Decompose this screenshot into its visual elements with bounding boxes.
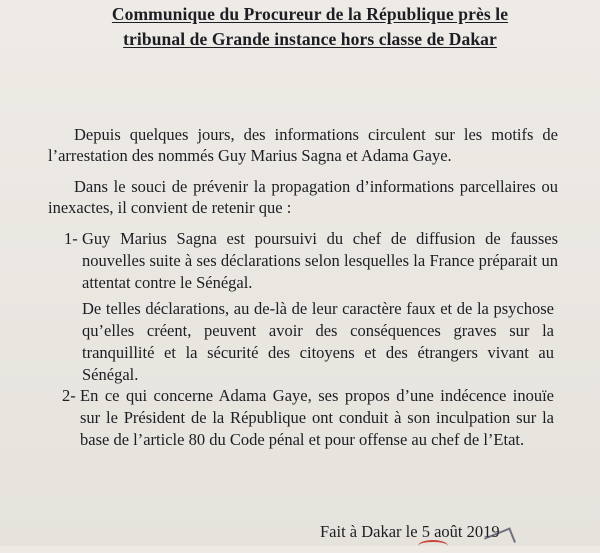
- intro-paragraph: Depuis quelques jours, des informations circulent sur les motifs de l’arrestation des nommés Guy Marius Sagna et Adama Gaye.: [48, 125, 558, 165]
- context-paragraph: Dans le souci de prévenir la propagation d’informations parcellaires ou inexactes, il convient de retenir que :: [48, 177, 558, 217]
- title-line-1: Communique du Procureur de la République près le: [111, 4, 509, 24]
- list-item-1-text: Guy Marius Sagna est poursuivi du chef de diffusion de fausses nouvelles suite à ses déclarations selon lesquelles la France préparait un attentat contre le Sénégal.: [82, 229, 558, 292]
- list-item-2-text: En ce qui concerne Adama Gaye, ses propos d’une indécence inouïe sur le Président de la République ont conduit à son inculpation sur la base de l’article 80 du Code pénal et pour offense au chef de l’Etat.: [80, 386, 554, 449]
- document-title: [40, 2, 580, 52]
- list-item-2-number: 2-: [62, 386, 76, 405]
- title-line-2: tribunal de Grande instance hors classe de Dakar: [123, 29, 497, 49]
- place-date-line: Fait à Dakar le 5 août 2019: [320, 522, 500, 541]
- handwritten-underline-mark: [418, 540, 448, 552]
- declarations-paragraph: De telles déclarations, au de-là de leur caractère faux et de la psychose qu’elles créent, peuvent avoir des conséquences graves sur la tranquillité et la sécurité des citoyens et des étrangers vivant au Sénégal.: [82, 299, 554, 384]
- list-item-1-number: 1-: [64, 229, 78, 248]
